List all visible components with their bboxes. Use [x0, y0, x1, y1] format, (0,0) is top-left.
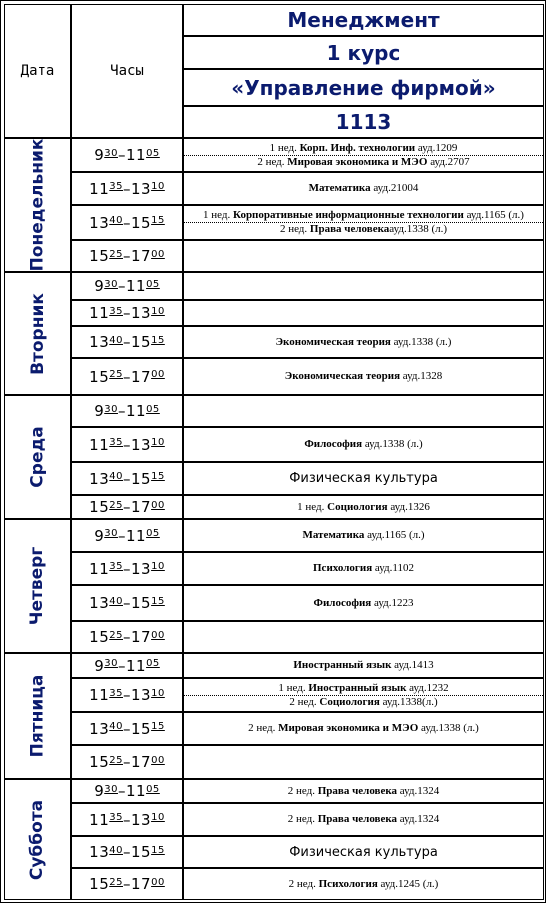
day-name: Вторник — [27, 292, 48, 375]
lesson-cell — [183, 836, 544, 868]
lesson-cell — [183, 552, 544, 585]
lesson-entry: 2 нед. Права человекаауд.1338 (л.) — [279, 223, 448, 235]
time-slot: 9 $^{30}$ – 11 $^{05}$ — [71, 395, 183, 427]
lesson-cell — [183, 395, 544, 427]
lesson-entry: Экономическая теория ауд.1328 — [284, 370, 443, 382]
lesson-entry: 1 нед. Социология ауд.1326 — [297, 500, 430, 513]
lesson-cell — [183, 585, 544, 621]
lesson-entry: Физическая культура — [289, 844, 438, 860]
day-name: Среда — [27, 426, 48, 488]
day-label — [4, 519, 71, 653]
lesson-cell — [183, 427, 544, 462]
time-slot: 9 $^{30}$ – 11 $^{05}$ — [71, 653, 183, 678]
lesson-entry: 2 нед. Права человека ауд.1324 — [287, 784, 440, 797]
day-label — [4, 395, 71, 519]
time-slot: 9 $^{30}$ – 11 $^{05}$ — [71, 138, 183, 172]
time-slot: 15 $^{25}$ – 17 $^{00}$ — [71, 240, 183, 272]
lesson-cell — [183, 172, 544, 205]
time-slot: 9 $^{30}$ – 11 $^{05}$ — [71, 779, 183, 803]
lesson-entry: Математика ауд.21004 — [308, 182, 419, 194]
time-slot: 15 $^{25}$ – 17 $^{00}$ — [71, 745, 183, 779]
lesson-entry: 2 нед. Психология ауд.1245 (л.) — [288, 877, 439, 890]
time-slot: 9 $^{30}$ – 11 $^{05}$ — [71, 272, 183, 300]
program-title: «Управление фирмой» — [183, 69, 544, 106]
time-slot: 13 $^{40}$ – 15 $^{15}$ — [71, 205, 183, 240]
time-slot: 13 $^{40}$ – 15 $^{15}$ — [71, 585, 183, 621]
course-title: 1 курс — [183, 36, 544, 69]
time-slot: 15 $^{25}$ – 17 $^{00}$ — [71, 358, 183, 395]
lesson-cell — [183, 272, 544, 300]
day-label — [4, 779, 71, 900]
lesson-entry: 2 нед. Мировая экономика и МЭО ауд.1338 (л.) — [248, 722, 479, 734]
lesson-entry: 1 нед. Корпоративные информационные технологии ауд.1165 (л.) — [184, 209, 543, 223]
lesson-entry: Философия ауд.1338 (л.) — [304, 438, 423, 450]
lesson-cell — [183, 462, 544, 495]
lesson-entry: Иностранный язык ауд.1413 — [293, 659, 434, 671]
time-slot: 13 $^{40}$ – 15 $^{15}$ — [71, 326, 183, 358]
time-slot: 11 $^{35}$ – 13 $^{10}$ — [71, 552, 183, 585]
time-slot: 11 $^{35}$ – 13 $^{10}$ — [71, 803, 183, 836]
lesson-cell — [183, 621, 544, 653]
lesson-cell — [183, 326, 544, 358]
group-title: 1113 — [183, 106, 544, 138]
time-slot: 13 $^{40}$ – 15 $^{15}$ — [71, 462, 183, 495]
lesson-cell — [183, 868, 544, 900]
time-slot: 11 $^{35}$ – 13 $^{10}$ — [71, 300, 183, 326]
day-label — [4, 653, 71, 779]
lesson-cell — [183, 519, 544, 552]
lesson-entry: 2 нед. Права человека ауд.1324 — [287, 813, 440, 825]
lesson-cell — [183, 358, 544, 395]
lesson-cell — [183, 300, 544, 326]
lesson-cell — [183, 495, 544, 519]
lesson-cell — [183, 745, 544, 779]
lesson-cell — [183, 779, 544, 803]
lesson-cell — [183, 138, 544, 172]
day-name: Понедельник — [27, 138, 48, 272]
time-slot: 13 $^{40}$ – 15 $^{15}$ — [71, 836, 183, 868]
lesson-cell — [183, 240, 544, 272]
lesson-cell — [183, 205, 544, 240]
lesson-cell — [183, 712, 544, 745]
time-slot: 15 $^{25}$ – 17 $^{00}$ — [71, 868, 183, 900]
lesson-entry: Экономическая теория ауд.1338 (л.) — [275, 335, 452, 348]
lesson-cell — [183, 653, 544, 678]
lesson-entry: 2 нед. Социология ауд.1338(л.) — [289, 695, 438, 708]
specialty-title: Менеджмент — [183, 4, 544, 36]
time-slot: 13 $^{40}$ – 15 $^{15}$ — [71, 712, 183, 745]
lesson-entry: 1 нед. Корп. Инф. технологии ауд.1209 — [184, 142, 543, 156]
lesson-entry: Математика ауд.1165 (л.) — [302, 529, 425, 541]
lesson-entry: 1 нед. Иностранный язык ауд.1232 — [184, 682, 543, 696]
lesson-entry: Психология ауд.1102 — [313, 562, 414, 574]
day-name: Четверг — [27, 546, 48, 626]
lesson-cell — [183, 803, 544, 836]
lesson-entry: 2 нед. Мировая экономика и МЭО ауд.2707 — [257, 155, 470, 168]
day-label — [4, 272, 71, 395]
day-name: Суббота — [27, 799, 48, 880]
lesson-cell — [183, 678, 544, 712]
time-slot: 11 $^{35}$ – 13 $^{10}$ — [71, 678, 183, 712]
lesson-entry: Философия ауд.1223 — [313, 596, 414, 609]
time-slot: 15 $^{25}$ – 17 $^{00}$ — [71, 495, 183, 519]
date-column-header: Дата — [4, 4, 71, 138]
hours-column-header: Часы — [71, 4, 183, 138]
time-slot: 9 $^{30}$ – 11 $^{05}$ — [71, 519, 183, 552]
lesson-entry: Физическая культура — [289, 471, 438, 486]
time-slot: 11 $^{35}$ – 13 $^{10}$ — [71, 427, 183, 462]
time-slot: 11 $^{35}$ – 13 $^{10}$ — [71, 172, 183, 205]
day-name: Пятница — [27, 674, 48, 758]
time-slot: 15 $^{25}$ – 17 $^{00}$ — [71, 621, 183, 653]
day-label — [4, 138, 71, 272]
